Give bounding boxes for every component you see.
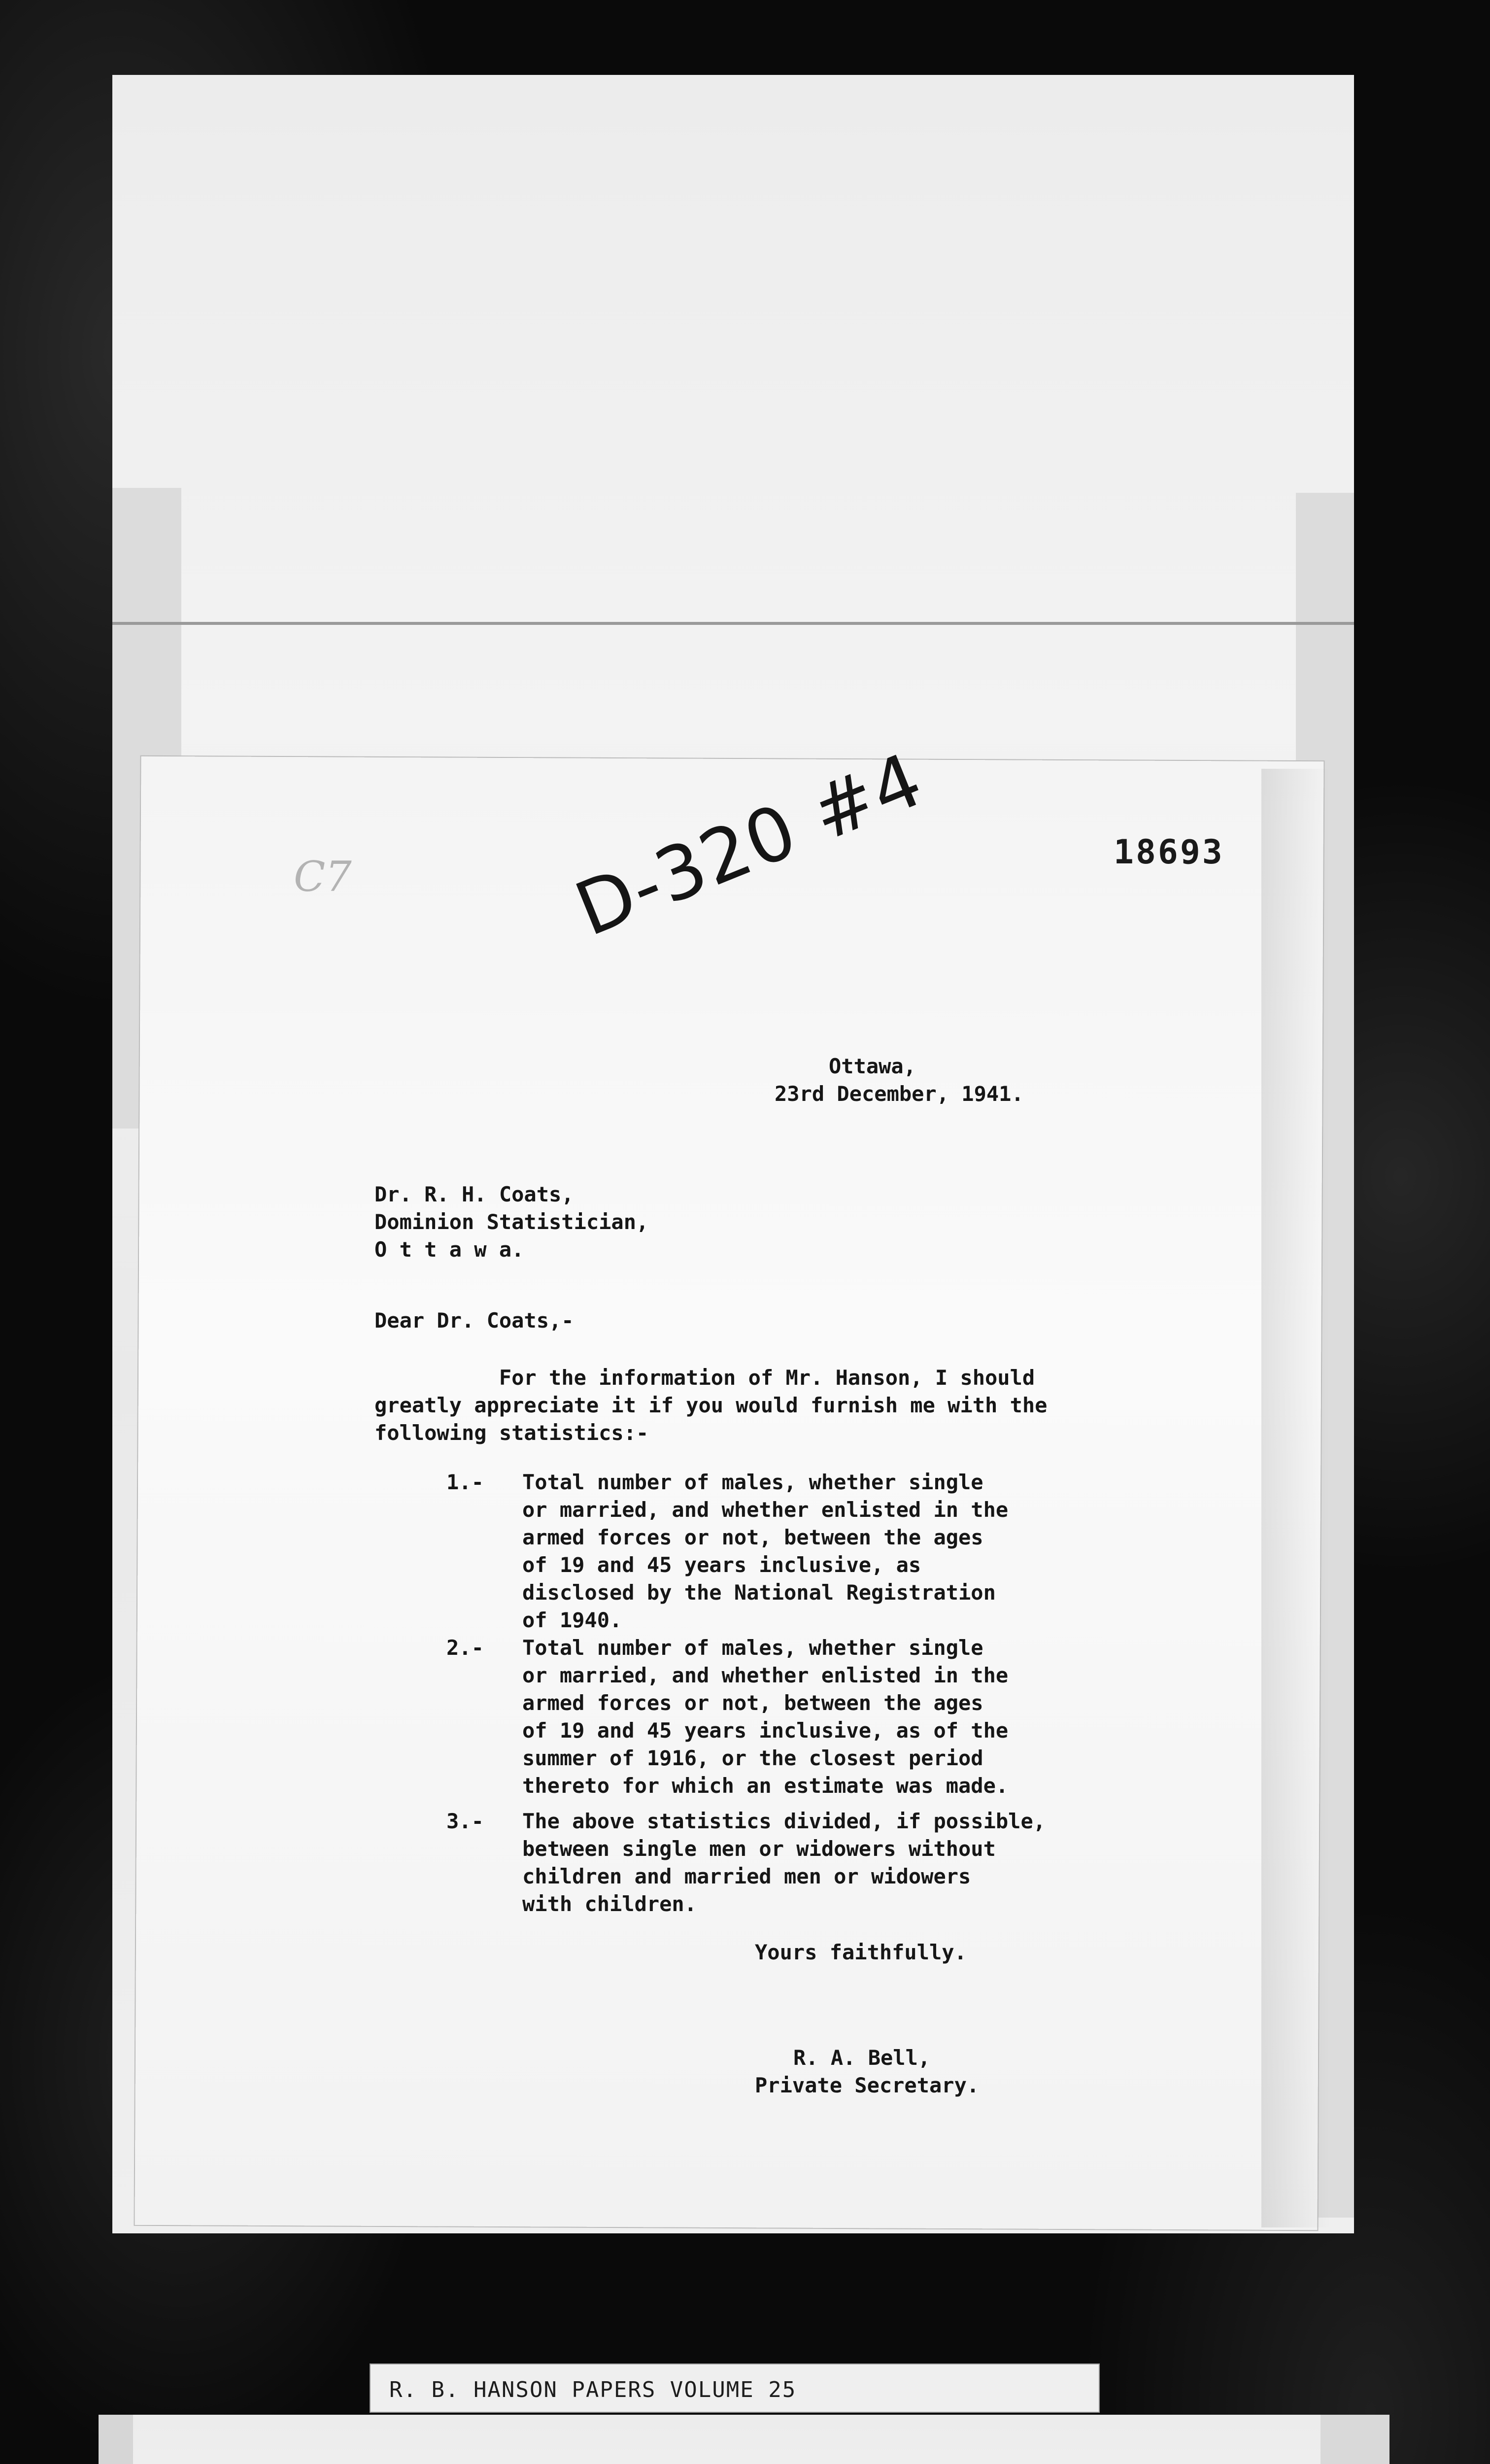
intro-line-1: For the information of Mr. Hanson, I should <box>374 1366 1035 1390</box>
item-3-line-1: The above statistics divided, if possible, <box>522 1809 1046 1833</box>
closing: Yours faithfully. <box>755 1940 967 1964</box>
recipient-line-3: O t t a w a. <box>374 1237 524 1262</box>
file-mark: C7 <box>294 853 352 901</box>
item-2-line-5: summer of 1916, or the closest period <box>522 1746 983 1770</box>
item-2-line-2: or married, and whether enlisted in the <box>522 1663 1009 1687</box>
intro-line-3: following statistics:- <box>374 1421 649 1445</box>
recipient-line-1: Dr. R. H. Coats, <box>374 1182 574 1206</box>
item-2-line-1: Total number of males, whether single <box>522 1636 983 1660</box>
item-3-line-3: children and married men or widowers <box>522 1864 971 1888</box>
item-1-number: 1.- <box>446 1470 484 1494</box>
item-2-line-6: thereto for which an estimate was made. <box>522 1774 1009 1798</box>
item-1-line-4: of 19 and 45 years inclusive, as <box>522 1553 921 1577</box>
signer-title: Private Secretary. <box>755 2073 980 2097</box>
intro-line-2: greatly appreciate it if you would furnish me with the <box>374 1393 1048 1417</box>
letter-place: Ottawa, <box>829 1054 916 1078</box>
item-2-line-3: armed forces or not, between the ages <box>522 1691 983 1715</box>
volume-label: R. B. HANSON PAPERS VOLUME 25 <box>389 2377 797 2402</box>
signer-name: R. A. Bell, <box>793 2046 931 2070</box>
item-1-line-5: disclosed by the National Registration <box>522 1580 996 1605</box>
fold-line <box>112 622 1354 625</box>
item-2-line-4: of 19 and 45 years inclusive, as of the <box>522 1718 1009 1743</box>
item-1-line-1: Total number of males, whether single <box>522 1470 983 1494</box>
item-3-line-2: between single men or widowers without <box>522 1837 996 1861</box>
archive-card-left-edge <box>99 2415 133 2464</box>
document-number: 18693 <box>1114 833 1224 872</box>
item-1-line-3: armed forces or not, between the ages <box>522 1525 983 1549</box>
item-3-number: 3.- <box>446 1809 484 1833</box>
item-2-number: 2.- <box>446 1636 484 1660</box>
salutation: Dear Dr. Coats,- <box>374 1308 574 1333</box>
archive-card-right-edge <box>1321 2415 1389 2464</box>
archive-card <box>99 2415 1389 2464</box>
letter-page-shadow <box>1261 769 1330 2227</box>
handwritten-reference: D-320 #4 <box>564 737 935 953</box>
recipient-line-2: Dominion Statistician, <box>374 1210 649 1234</box>
letter-date: 23rd December, 1941. <box>775 1082 1024 1106</box>
item-1-line-6: of 1940. <box>522 1608 622 1632</box>
item-1-line-2: or married, and whether enlisted in the <box>522 1498 1009 1522</box>
item-3-line-4: with children. <box>522 1892 697 1916</box>
